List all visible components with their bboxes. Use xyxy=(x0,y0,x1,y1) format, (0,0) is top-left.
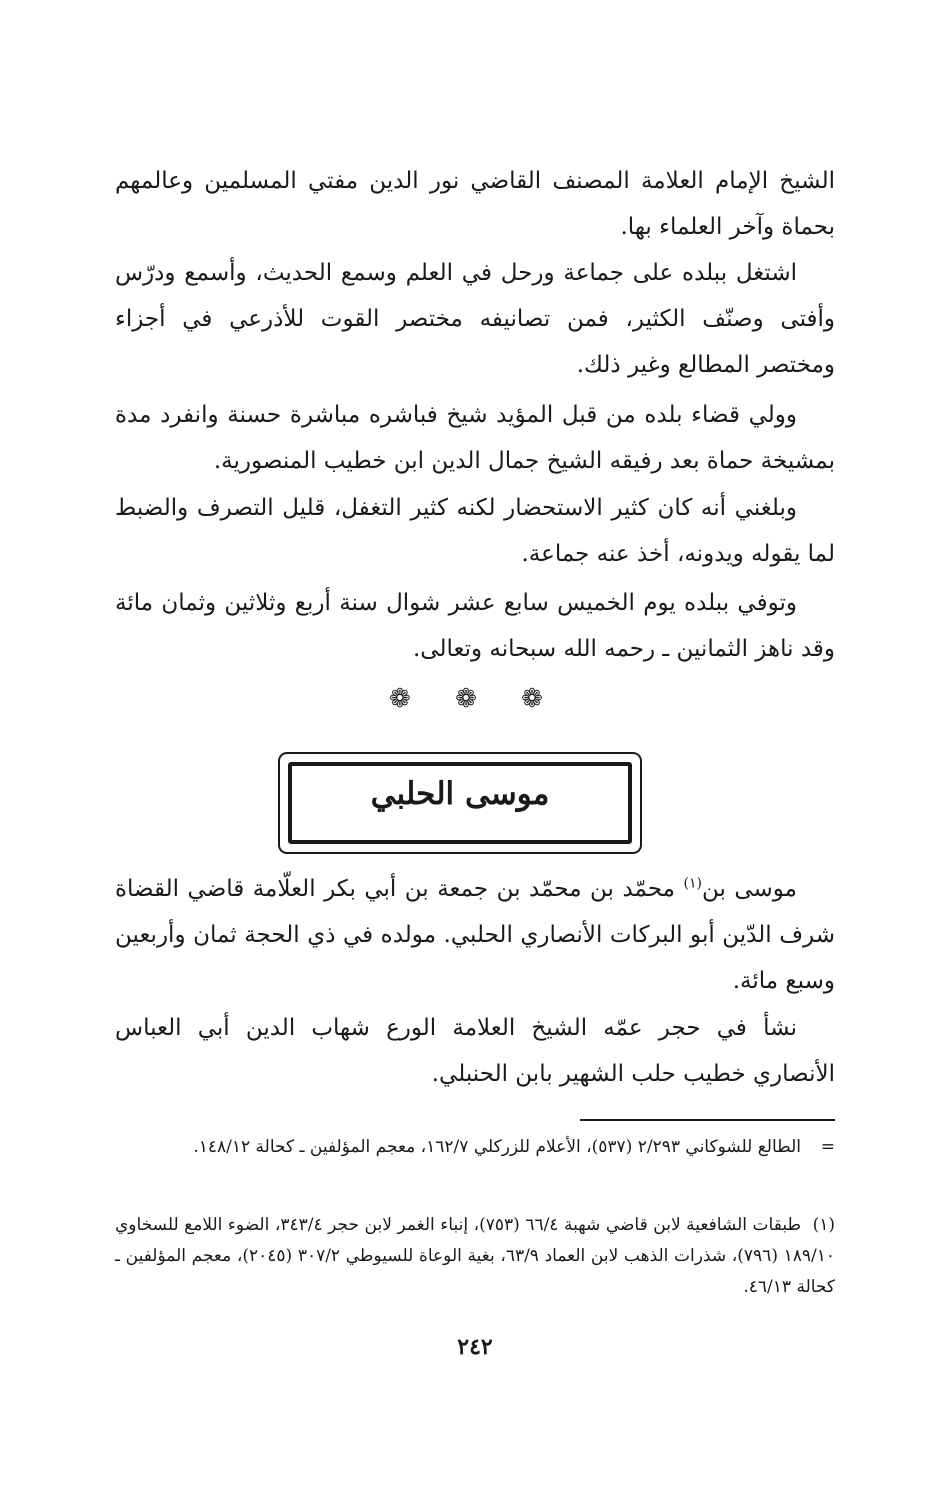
footnote-1 xyxy=(115,1210,835,1303)
footnote-continued xyxy=(115,1132,835,1163)
body-paragraph: الشيخ الإمام العلامة المصنف القاضي نور الدين مفتي المسلمين وعالمهم بحماة وآخر العلماء بها. xyxy=(115,168,835,240)
page-number: ٢٤٢ xyxy=(457,1334,493,1360)
footnote-separator xyxy=(580,1119,835,1121)
section-divider-ornament: ❁ ❁ ❁ xyxy=(389,684,561,714)
entry-name-start: موسى بن xyxy=(701,876,797,902)
body-paragraph: اشتغل ببلده على جماعة ورحل في العلم وسمع الحديث، وأسمع ودرّس وأفتى وصنّف الكثير، فمن تصانيفه مختصر القوت للأذرعي في أجزاء ومختصر المطالع وغير ذلك. xyxy=(115,260,835,378)
footnote-text: طبقات الشافعية لابن قاضي شهبة ٦٦/٤ (٧٥٣)، إنباء الغمر لابن حجر ٣٤٣/٤، الضوء اللامع للسخاوي ١٨٩/١٠ (٧٩٦)، شذرات الذهب لابن العماد ٦٣/٩، بغية الوعاة للسيوطي ٣٠٧/٢ (٢٠٤٥)، معجم المؤلفين ـ كحالة ٤٦/١٣. xyxy=(115,1215,835,1297)
entry-paragraph xyxy=(115,866,835,1004)
entry-title-frame xyxy=(278,752,642,854)
body-paragraph: وبلغني أنه كان كثير الاستحضار لكنه كثير التغفل، قليل التصرف والضبط لما يقوله ويدونه، أخذ عنه جماعة. xyxy=(115,495,835,567)
body-paragraph: وتوفي ببلده يوم الخميس سابع عشر شوال سنة أربع وثلاثين وثمان مائة وقد ناهز الثمانين ـ رحمه الله سبحانه وتعالى. xyxy=(115,590,835,662)
entry-title: موسى الحلبي xyxy=(370,776,550,812)
footnote-marker: = xyxy=(820,1137,835,1157)
entry-paragraph-text: محمّد بن محمّد بن جمعة بن أبي بكر العلّامة قاضي القضاة شرف الدّين أبو البركات الأنصاري الحلبي. مولده في ذي الحجة ثمان وأربعين وسبع مائة. xyxy=(115,876,835,994)
footnote-reference: (١) xyxy=(683,875,702,892)
footnote-marker: (١) xyxy=(812,1215,835,1235)
body-paragraph: وولي قضاء بلده من قبل المؤيد شيخ فباشره مباشرة حسنة وانفرد مدة بمشيخة حماة بعد رفيقه الشيخ جمال الدين ابن خطيب المنصورية. xyxy=(115,402,835,474)
entry-paragraph: نشأ في حجر عمّه الشيخ العلامة الورع شهاب الدين أبي العباس الأنصاري خطيب حلب الشهير بابن الحنبلي. xyxy=(115,1015,835,1087)
footnote-text: الطالع للشوكاني ٢/٢٩٣ (٥٣٧)، الأعلام للزركلي ١٦٢/٧، معجم المؤلفين ـ كحالة ١٤٨/١٢. xyxy=(193,1137,801,1157)
